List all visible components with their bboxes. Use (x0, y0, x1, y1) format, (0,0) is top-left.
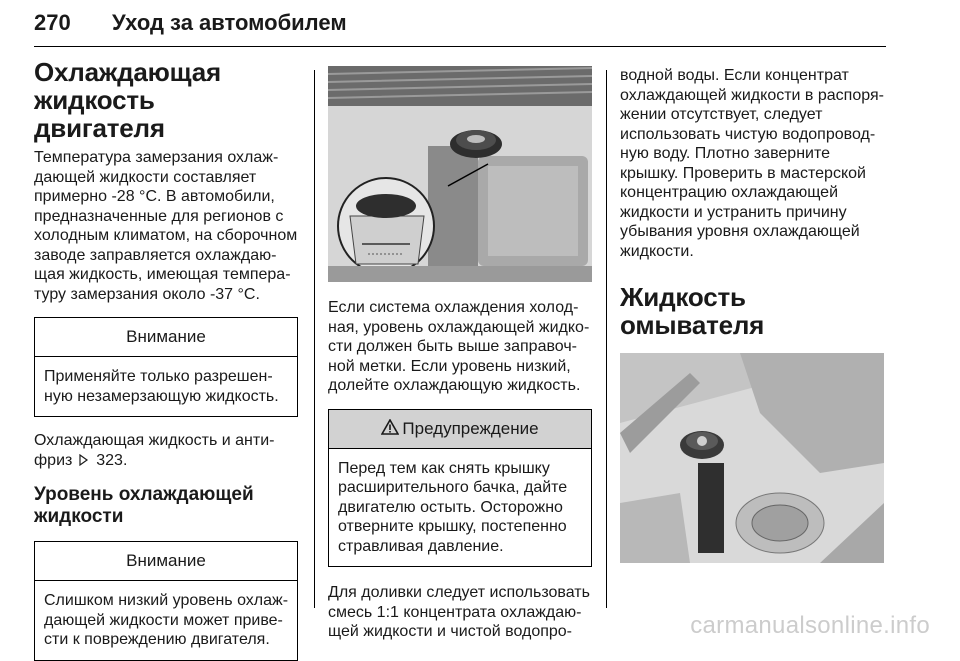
warning-text: Перед тем как снять крышку расширительного бачка, дайте двигателю остыть. Осторожно отверните крышку, постепенно стравливая давление. (338, 459, 568, 555)
header-rule (34, 46, 886, 47)
arrow-right-icon[interactable] (79, 452, 89, 464)
refill-paragraph-continued: водной воды. Если концентрат охлаждающей жидкости в распоря- жении отсутствует, следует использовать чистую водопровод- ную воду. Плотно заверните крышку. Проверить в мастерской концентрацию охлаждающей жидкости и устранить причину убывания уровня охлаждающей жидкости. (620, 67, 884, 260)
notice-text: Применяйте только разрешен- ную незамерзающую жидкость. (44, 368, 279, 405)
notice-title: Внимание (35, 318, 297, 357)
column-right (620, 58, 886, 563)
chapter-title: Уход за автомобилем (112, 10, 347, 35)
intro-paragraph: Температура замерзания охлаж- дающей жидкости составляет примерно -28 °C. В автомобили, предназначенные для регионов с холодным климатом, на сборочном заводе заправляется охлаждаю- щая жидкость, имеющая темпера- туру замерзания около -37 °C. (34, 149, 298, 303)
notice-title: Внимание (35, 542, 297, 581)
section-title: Охлаждающая жидкость двигателя (34, 57, 221, 143)
cross-reference: Охлаждающая жидкость и анти- фриз 323. (34, 432, 275, 469)
coolant-reservoir-photo (328, 66, 592, 282)
column-left (34, 58, 298, 661)
page-header (34, 6, 886, 48)
warning-title: Предупреждение (402, 418, 539, 438)
notice-text: Слишком низкий уровень охлаж- дающей жидкости может приве- сти к повреждению двигателя. (44, 592, 289, 648)
column-divider (314, 70, 315, 608)
warning-header (329, 410, 591, 449)
page-number: 270 (34, 10, 71, 35)
column-divider (606, 70, 607, 608)
warning-triangle-icon (381, 419, 399, 439)
notice-box (34, 541, 298, 661)
subheading-coolant-level: Уровень охлаждающей жидкости (34, 484, 254, 527)
warning-box (328, 409, 592, 568)
washer-fluid-photo (620, 353, 884, 563)
refill-paragraph: Для доливки следует использовать смесь 1:1 концентрата охлаждаю- щей жидкости и чистой водопро- (328, 584, 590, 640)
column-middle (328, 58, 592, 642)
coolant-level-paragraph: Если система охлаждения холод- ная, уровень охлаждающей жидко- сти должен быть выше заправоч- ной метки. Если уровень низкий, долейте охлаждающую жидкость. (328, 299, 590, 394)
reference-page[interactable]: 323. (96, 451, 128, 469)
washer-fluid-heading: Жидкость омывателя (620, 282, 765, 340)
watermark: carmanualsonline.info (690, 612, 930, 639)
notice-box (34, 317, 298, 417)
